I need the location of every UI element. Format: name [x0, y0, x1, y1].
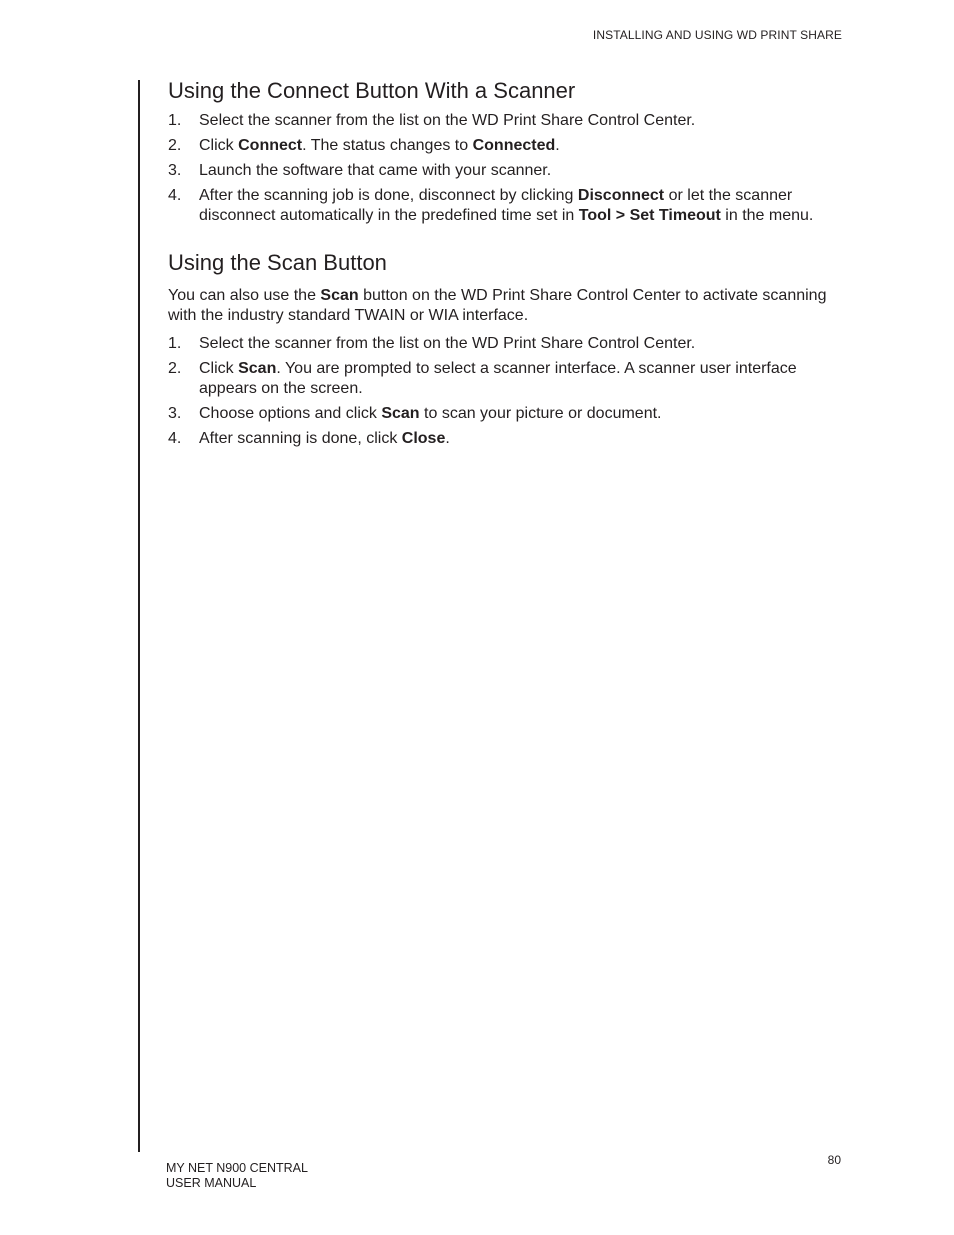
intro-text: You can also use the [168, 287, 321, 304]
ui-term-scan: Scan [381, 405, 420, 422]
step-number: 2. [168, 360, 182, 377]
step-text: to scan your picture or document. [419, 405, 662, 422]
intro-text: button on the WD Print Share Control Center to activate scanning with the industry standard TWAIN or WIA interface. [168, 287, 827, 324]
footer-product-name: MY NET N900 CENTRAL [166, 1161, 308, 1175]
page-content [168, 76, 858, 449]
step-number: 2. [168, 137, 182, 154]
step-number: 3. [168, 405, 182, 422]
connect-steps-list [168, 111, 858, 226]
list-item [168, 161, 858, 181]
step-number: 1. [168, 335, 182, 352]
ui-term-scan: Scan [238, 360, 277, 377]
step-text: . [445, 430, 450, 447]
ui-term-connect: Connect [238, 137, 303, 154]
step-text: Launch the software that came with your scanner. [199, 162, 552, 179]
section-heading-connect: Using the Connect Button With a Scanner [168, 78, 576, 103]
scan-steps-list [168, 334, 858, 449]
step-text: or let the scanner disconnect automatically in the predefined time set in [199, 187, 793, 224]
step-text: Choose options and click [199, 405, 382, 422]
list-item [168, 334, 858, 354]
step-number: 1. [168, 112, 182, 129]
list-item [168, 111, 858, 131]
ui-term-set-timeout: Tool > Set Timeout [578, 207, 721, 224]
list-item [168, 404, 858, 424]
step-text: in the menu. [720, 207, 814, 224]
step-number: 4. [168, 187, 182, 204]
step-text: After the scanning job is done, disconnect by clicking [199, 187, 578, 204]
list-item [168, 136, 858, 156]
step-text: . The status changes to [302, 137, 473, 154]
ui-term-disconnect: Disconnect [577, 187, 665, 204]
step-text: . [555, 137, 560, 154]
step-text: Click [199, 137, 239, 154]
step-number: 4. [168, 430, 182, 447]
ui-term-connected: Connected [472, 137, 556, 154]
ui-term-scan: Scan [320, 287, 359, 304]
step-text: Click [199, 360, 239, 377]
side-rule [138, 80, 140, 1152]
ui-term-close: Close [401, 430, 446, 447]
step-number: 3. [168, 162, 182, 179]
section-heading-scan: Using the Scan Button [168, 250, 387, 275]
list-item [168, 186, 858, 226]
step-text: . You are prompted to select a scanner interface. A scanner user interface appears on the screen. [199, 360, 797, 397]
step-text: Select the scanner from the list on the WD Print Share Control Center. [199, 335, 696, 352]
list-item [168, 429, 858, 449]
page-number: 80 [827, 1153, 841, 1167]
list-item [168, 359, 858, 399]
intro-paragraph [168, 286, 858, 326]
footer [166, 1161, 308, 1191]
step-text: After scanning is done, click [199, 430, 402, 447]
running-header: INSTALLING AND USING WD PRINT SHARE [592, 28, 842, 42]
footer-doc-type: USER MANUAL [166, 1176, 257, 1190]
step-text: Select the scanner from the list on the WD Print Share Control Center. [199, 112, 696, 129]
